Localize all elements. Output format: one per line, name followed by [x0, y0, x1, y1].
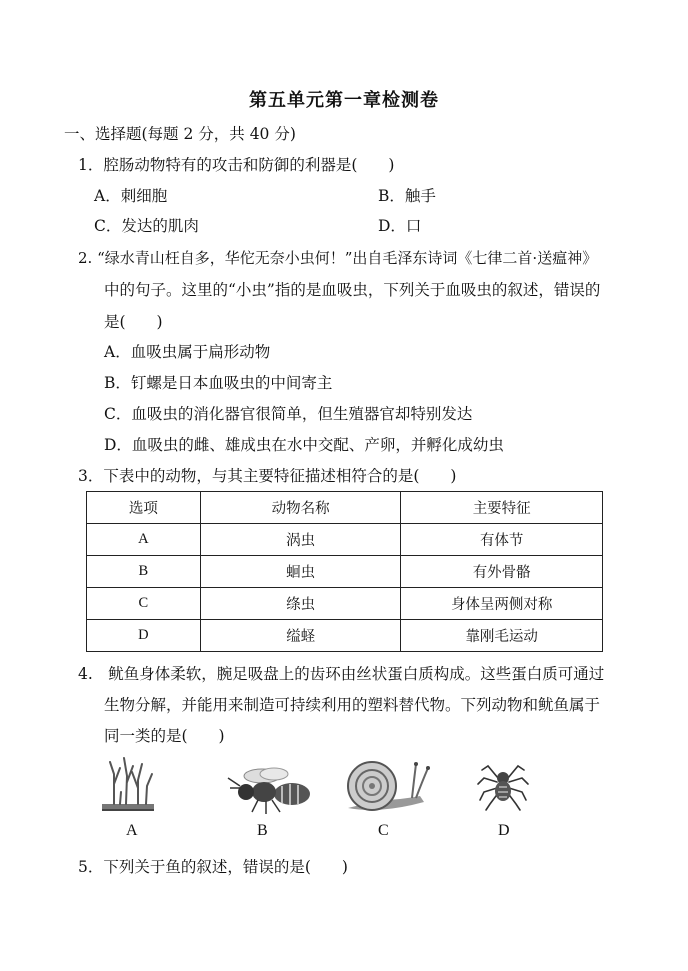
question-1-stem: 1．腔肠动物特有的攻击和防御的利器是( ) — [78, 156, 395, 174]
image-label-d: D — [498, 822, 510, 839]
table-cell: 涡虫 — [200, 524, 401, 556]
table-cell: 身体呈两侧对称 — [401, 588, 603, 620]
question-5-stem: 5．下列关于鱼的叙述，错误的是( ) — [78, 858, 348, 876]
image-label-a: A — [126, 822, 138, 839]
image-label-c: C — [378, 822, 389, 839]
question-4-stem-line-1: 4. 鱿鱼身体柔软，腕足吸盘上的齿环由丝状蛋白质构成。这些蛋白质可通过 — [78, 665, 605, 683]
table-cell: 绦虫 — [200, 588, 401, 620]
question-2-option-c: C．血吸虫的消化器官很简单，但生殖器官却特别发达 — [104, 405, 473, 423]
table-cell: 靠刚毛运动 — [401, 620, 603, 652]
table-cell: B — [87, 556, 201, 588]
table-cell: D — [87, 620, 201, 652]
table-row — [87, 524, 603, 556]
table-cell: A — [87, 524, 201, 556]
table-cell: C — [87, 588, 201, 620]
question-2-option-d: D．血吸虫的雌、雄成虫在水中交配、产卵，并孵化成幼虫 — [104, 436, 504, 454]
question-2-stem-line-1: 2. “绿水青山枉自多，华佗无奈小虫何！”出自毛泽东诗词《七律二首·送瘟神》 — [78, 249, 598, 267]
question-4-stem-line-2: 生物分解，并能用来制造可持续利用的塑料替代物。下列动物和鱿鱼属于 — [104, 696, 601, 714]
page-title: 第五单元第一章检测卷 — [249, 90, 439, 111]
table-cell: 蛔虫 — [200, 556, 401, 588]
question-3-stem: 3．下表中的动物，与其主要特征描述相符合的是( ) — [78, 467, 457, 485]
table-header-row — [87, 492, 603, 524]
question-1-option-d: D．口 — [378, 217, 422, 235]
table-cell: 缢蛏 — [200, 620, 401, 652]
snail-icon — [340, 756, 432, 816]
spider-icon — [476, 758, 530, 812]
question-1-option-a: A．刺细胞 — [94, 187, 168, 205]
table-cell: 有外骨骼 — [401, 556, 603, 588]
question-2-stem-line-2: 中的句子。这里的“小虫”指的是血吸虫，下列关于血吸虫的叙述，错误的 — [104, 281, 601, 299]
question-2-option-a: A．血吸虫属于扁形动物 — [104, 343, 271, 361]
bee-icon — [222, 766, 314, 816]
table-cell: 有体节 — [401, 524, 603, 556]
image-label-b: B — [257, 822, 268, 839]
coral-icon — [100, 754, 160, 816]
question-4-stem-line-3: 同一类的是( ) — [104, 727, 225, 745]
section-heading: 一、选择题(每题 2 分，共 40 分) — [64, 125, 296, 143]
table-row — [87, 620, 603, 652]
question-1-option-c: C．发达的肌肉 — [94, 217, 199, 235]
question-2-stem-line-3: 是( ) — [104, 313, 163, 331]
question-2-option-b: B．钉螺是日本血吸虫的中间寄主 — [104, 374, 333, 392]
table-header-cell: 动物名称 — [200, 492, 401, 524]
table-header-cell: 主要特征 — [401, 492, 603, 524]
question-3-table — [86, 491, 603, 652]
question-1-option-b: B．触手 — [378, 187, 436, 205]
table-header-cell: 选项 — [87, 492, 201, 524]
table-row — [87, 588, 603, 620]
table-row — [87, 556, 603, 588]
